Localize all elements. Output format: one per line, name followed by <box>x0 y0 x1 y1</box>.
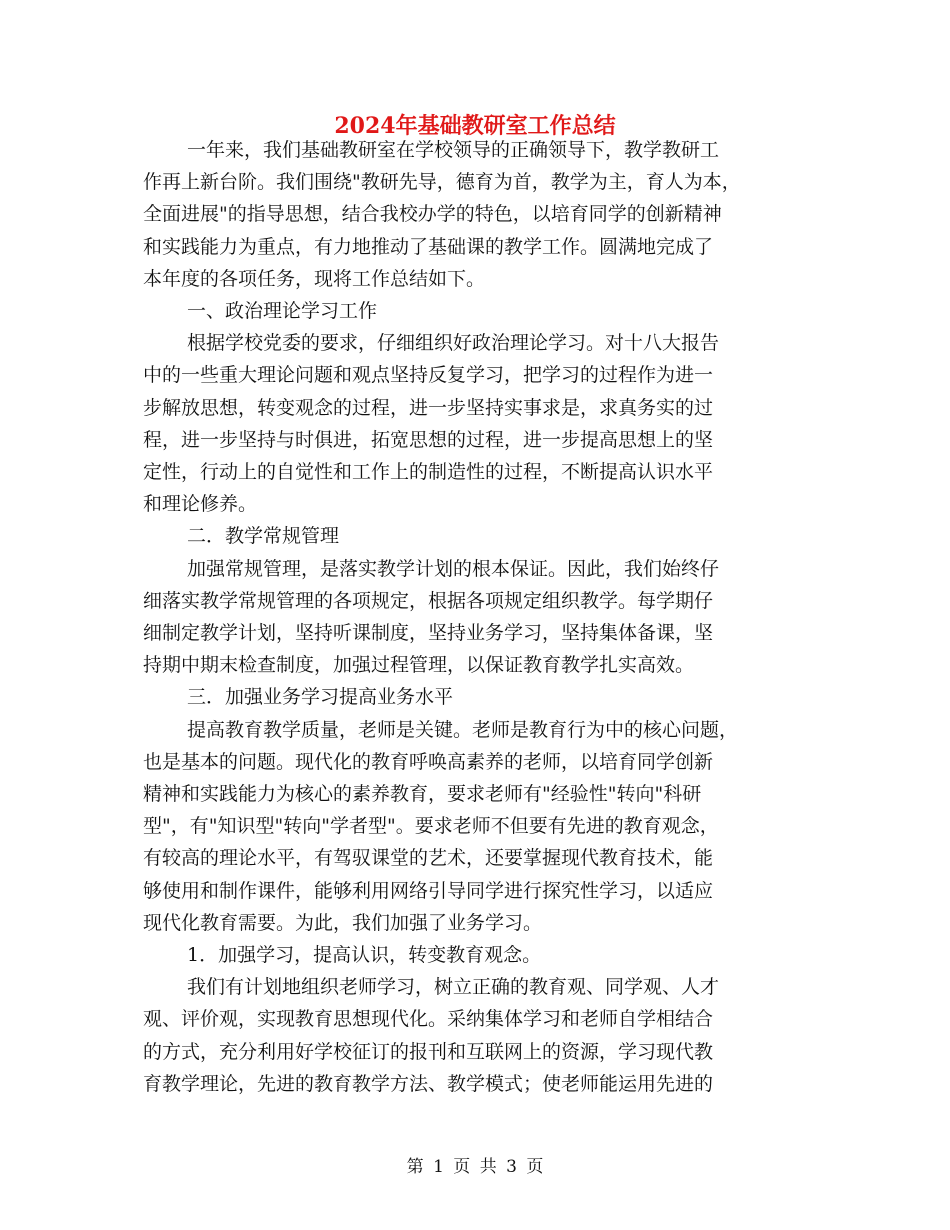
text-line: 作再上新台阶。我们围绕"教研先导，德育为首，教学为主，育人为本， <box>143 171 741 194</box>
text-line: 育教学理论，先进的教育教学方法、教学模式；使老师能运用先进的 <box>143 1072 714 1095</box>
text-line: 本年度的各项任务，现将工作总结如下。 <box>143 267 486 290</box>
text-line: 中的一些重大理论问题和观点坚持反复学习，把学习的过程作为进一 <box>143 364 714 387</box>
text-line: 一、政治理论学习工作 <box>187 300 378 323</box>
text-line: 一年来，我们基础教研室在学校领导的正确领导下，教学教研工 <box>187 139 720 161</box>
text-line: 够使用和制作课件，能够利用网络引导同学进行探究性学习，以适应 <box>143 879 714 902</box>
text-line: 加强常规管理，是落实教学计划的根本保证。因此，我们始终仔 <box>187 557 720 580</box>
text-line: 型"，有"知识型"转向"学者型"。要求老师不但要有先进的教育观念， <box>143 815 719 838</box>
document-title: 2024年基础教研室工作总结 <box>334 113 616 139</box>
document-body <box>143 134 811 1100</box>
text-line: 和理论修养。 <box>143 493 258 516</box>
text-line: 1．加强学习，提高认识，转变教育观念。 <box>187 944 542 967</box>
text-line: 三．加强业务学习提高业务水平 <box>187 686 454 709</box>
text-line: 精神和实践能力为核心的素养教育，要求老师有"经验性"转向"科研 <box>143 783 702 806</box>
text-line: 全面进展"的指导思想，结合我校办学的特色，以培育同学的创新精神 <box>143 203 722 226</box>
text-line: 根据学校党委的要求，仔细组织好政治理论学习。对十八大报告 <box>187 332 720 355</box>
text-line: 观、评价观，实现教育思想现代化。采纳集体学习和老师自学相结合 <box>143 1008 714 1031</box>
text-line: 持期中期末检查制度，加强过程管理，以保证教育教学扎实高效。 <box>143 654 695 677</box>
text-line: 现代化教育需要。为此，我们加强了业务学习。 <box>143 911 543 934</box>
text-line: 定性，行动上的自觉性和工作上的制造性的过程，不断提高认识水平 <box>143 461 714 484</box>
text-line: 二．教学常规管理 <box>187 525 340 548</box>
page-footer: 第 1 页 共 3 页 <box>406 1157 544 1177</box>
text-line: 步解放思想，转变观念的过程，进一步坚持实事求是，求真务实的过 <box>143 396 714 419</box>
text-line: 我们有计划地组织老师学习，树立正确的教育观、同学观、人才 <box>187 976 720 999</box>
text-line: 细落实教学常规管理的各项规定，根据各项规定组织教学。每学期仔 <box>143 589 714 612</box>
text-line: 程，进一步坚持与时俱进，拓宽思想的过程，进一步提高思想上的坚 <box>143 428 714 451</box>
text-line: 细制定教学计划，坚持听课制度，坚持业务学习，坚持集体备课，坚 <box>143 622 714 645</box>
text-line: 也是基本的问题。现代化的教育呼唤高素养的老师，以培育同学创新 <box>143 750 714 773</box>
text-line: 的方式，充分利用好学校征订的报刊和互联网上的资源，学习现代教 <box>143 1040 714 1063</box>
text-line: 提高教育教学质量，老师是关键。老师是教育行为中的核心问题， <box>187 718 739 741</box>
text-line: 有较高的理论水平，有驾驭课堂的艺术，还要掌握现代教育技术，能 <box>143 847 714 870</box>
text-line: 和实践能力为重点，有力地推动了基础课的教学工作。圆满地完成了 <box>143 235 714 258</box>
